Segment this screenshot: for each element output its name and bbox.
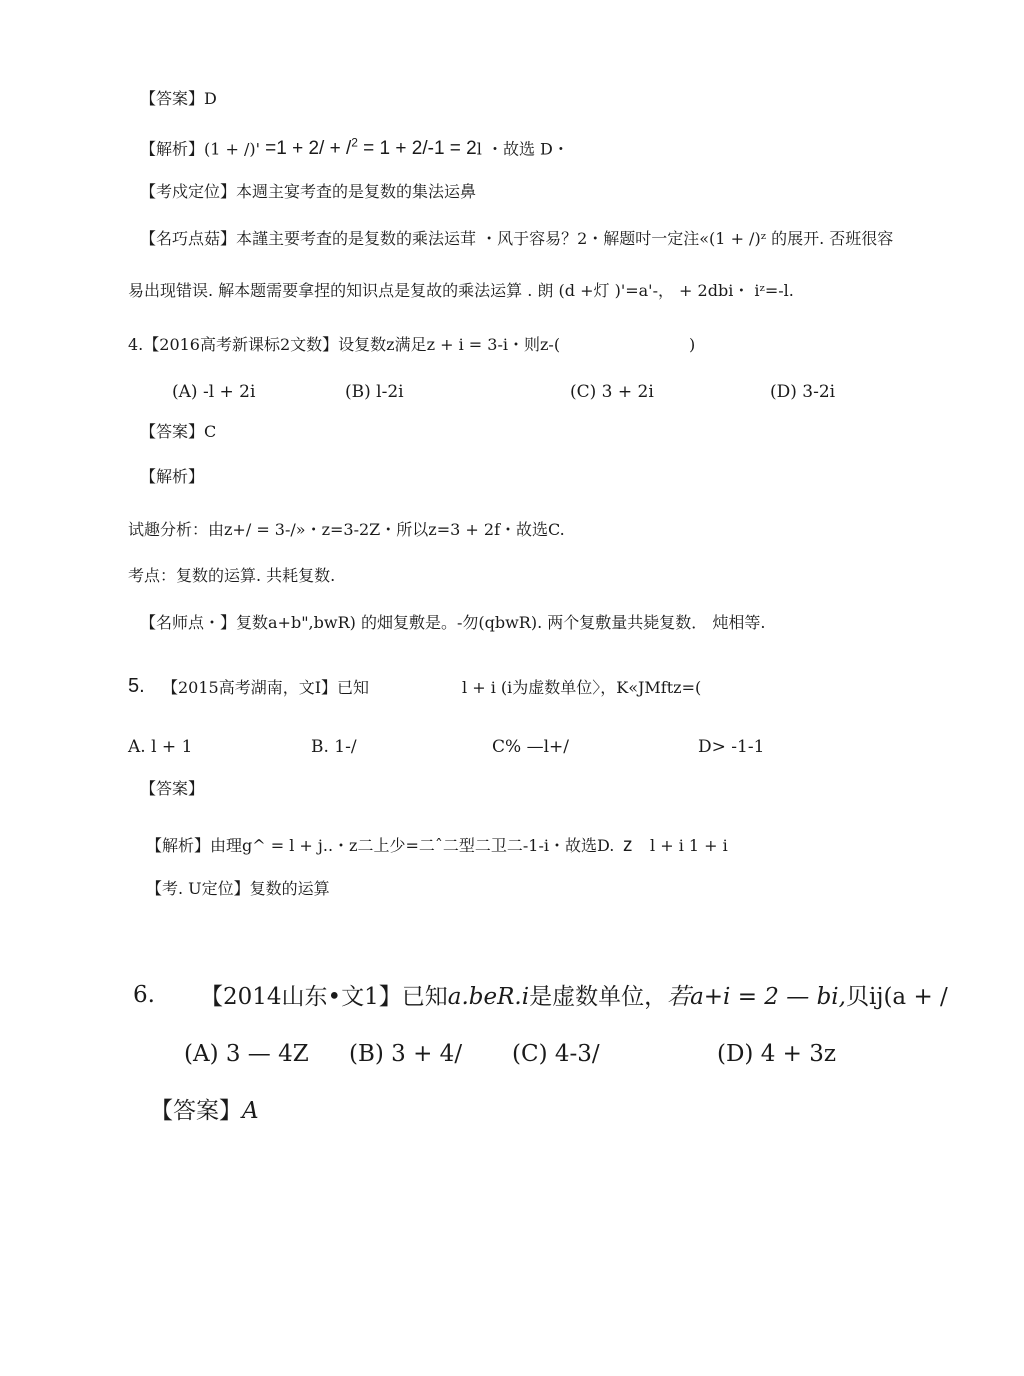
q6-option-c: (C) 4-3/ [512,1041,600,1067]
q5-answer: 【答案】 [140,779,205,798]
q4-analysis-heading: 【解析】 [140,467,205,486]
q3-answer: 【答案】D [140,89,217,108]
q6-number: 6. [133,982,155,1008]
q5-number: 5. [128,675,145,697]
q4-stem: 4.【2016高考新课标2文数】设复数z满足z + i = 3-i・则z-( [128,335,561,354]
q6-option-a: (A) 3 — 4Z [184,1041,309,1067]
q3-teacher-note-line2: 易出现错误. 解本题需要拿捏的知识点是复故的乘法运算 . 朗 (d +灯 )'=a'-， + 2dbi・ iᶻ=-l. [128,281,794,300]
q5-option-a: A. l + 1 [128,737,193,757]
q5-stem: 【2015高考湖南，文I】已知 [162,678,370,697]
q5-stem-tail: l + i (i为虚数单位〉，K«JMftz=( [462,678,702,697]
q6-option-d: (D) 4 + 3z [717,1041,836,1067]
q5-analysis: 【解析】由理g^ = l + j..・z二上少=二ˆ二型二卫二-1-i・故选D. [146,836,615,855]
q6-answer-value: A [242,1098,259,1124]
q6-answer-label: 【答案】 [150,1098,242,1124]
q3-teacher-note-line1: 【名巧点菇】本謹主要考査的是复数的乘法运茸 ・风于容易？2・解题吋一定注«(1 + /)ᶻ 的展开. 否班很容 [140,229,894,248]
q5-knowledge-point: 【考. U定位】复数的运算 [146,879,330,898]
q4-teacher-note: 【名师点・】复数a+b",bwR) 的畑复敷是。-勿(qbwR). 两个复敷量共毙复数． 炖相等. [140,613,766,632]
q4-option-a: (A) -l + 2i [172,382,256,402]
q4-knowledge-point: 考点：复数的运算. 共耗复数. [128,566,336,585]
q5-option-b: B. 1-/ [311,737,357,757]
q6-stem-part-a: 【2014山东•文1】已知 [200,984,448,1010]
q6-stem-part-c: 是虚数单位， [529,984,668,1010]
q3-formula-b: =1 + 2/ + / [265,138,352,160]
q3-analysis-part-a: 【解析】(1 + /)' [140,139,266,159]
q5-option-c: C% —l+/ [492,737,569,757]
q5-analysis-tail: l + i 1 + i [650,836,728,855]
q4-option-b: (B) l-2i [345,382,404,402]
q3-formula-sup: 2 [351,136,358,150]
q3-analysis-formula [265,138,477,159]
q6-stem-part-e: 贝ij(a + / [845,984,948,1010]
q5-option-d: D> -1-1 [698,737,765,757]
q4-analysis-body: 试趣分析：由z+/ = 3-/»・z=3-2Z・所以z=3 + 2f・故选C. [128,520,565,539]
q4-stem-paren: ) [689,335,696,354]
q6-option-b: (B) 3 + 4/ [349,1041,463,1067]
q6-answer [150,1100,259,1123]
q3-knowledge-point: 【考戍定位】本週主宴考査的是复数的集法运鼻 [140,182,477,201]
q6-stem-part-b: a.beR.i [447,984,530,1010]
q3-analysis-part-d: l ・故选 D・ [476,139,569,159]
q3-analysis [140,137,569,158]
q6-stem-part-d: 若a+i = 2 — bi, [667,984,846,1010]
q5-analysis-z: z [623,835,633,856]
q4-option-d: (D) 3-2i [770,382,836,402]
q4-answer: 【答案】C [140,422,217,441]
q4-option-c: (C) 3 + 2i [570,382,654,402]
q6-stem [200,986,948,1009]
q3-formula-c: = 1 + 2/-1 = 2 [357,138,477,160]
